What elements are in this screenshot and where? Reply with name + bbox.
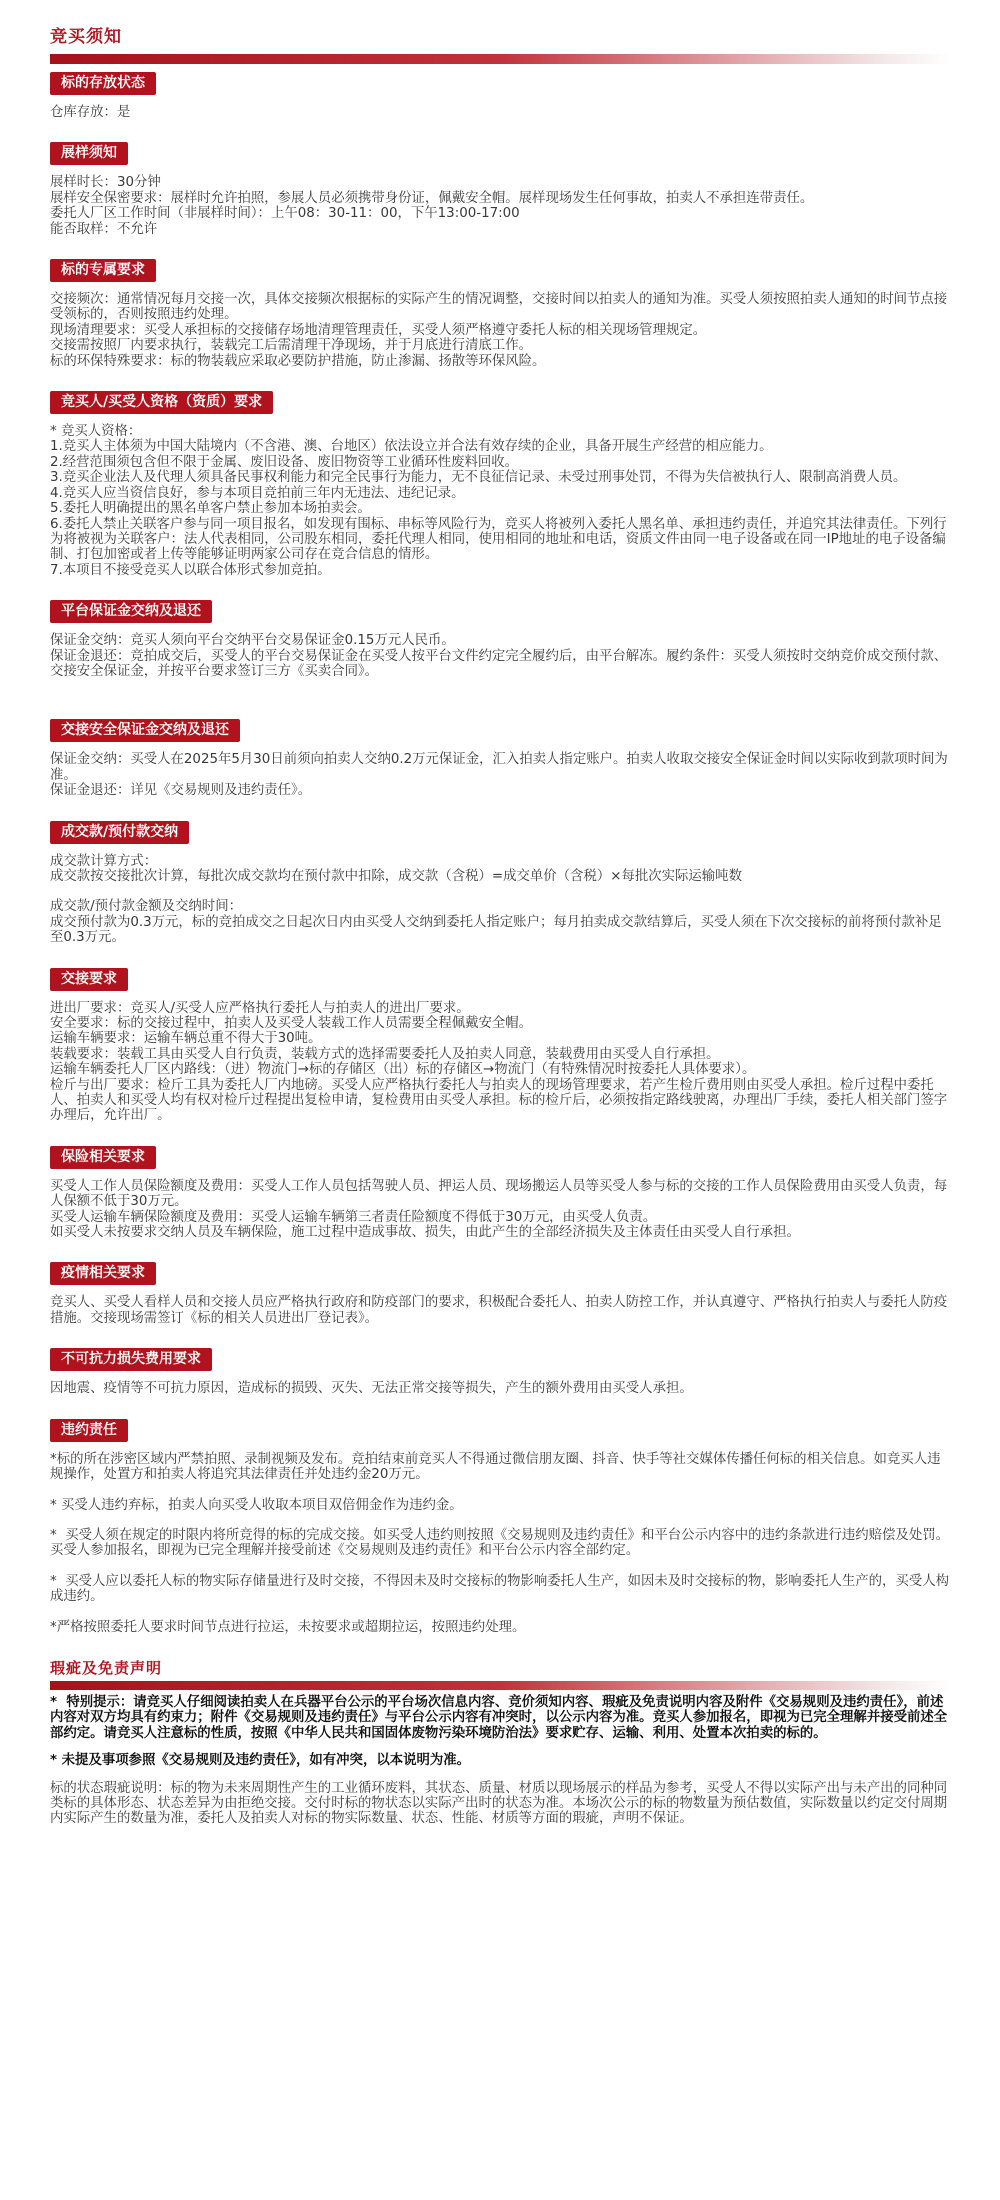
section-body [50,1295,950,1326]
paragraph: 进出厂要求：竞买人/买受人应严格执行委托人与拍卖人的进出厂要求。 [50,1000,470,1016]
paragraph: 买受人运输车辆保险额度及费用：买受人运输车辆第三者责任险额度不得低于30万元，由买受人负责。 [50,1209,657,1225]
section-heading: 标的专属要求 [50,259,156,282]
section-force-majeure [50,1348,950,1396]
paragraph: 成交款/预付款金额及交纳时间： [50,899,242,915]
section-payment [50,821,950,946]
paragraph: * 买受人违约弃标，拍卖人向买受人收取本项目双倍佣金作为违约金。 [50,1497,463,1513]
section-body [50,1001,950,1124]
section-heading: 标的存放状态 [50,72,156,95]
section-heading: 不可抗力损失费用要求 [50,1348,212,1371]
paragraph: 成交款按交接批次计算，每批次成交款均在预付款中扣除，成交款（含税）=成交单价（含税）×每批次实际运输吨数 [50,868,742,884]
paragraph: 运输车辆要求：运输车辆总重不得大于30吨。 [50,1031,322,1047]
paragraph: *严格按照委托人要求时间节点进行拉运，未按要求或超期拉运，按照违约处理。 [50,1619,526,1635]
paragraph: 成交款计算方式： [50,853,158,869]
paragraph: 5.委托人明确提出的黑名单客户禁止参加本场拍卖会。 [50,501,371,517]
paragraph: 安全要求：标的交接过程中，拍卖人及买受人装载工作人员需要全程佩戴安全帽。 [50,1016,533,1031]
section-body [50,292,950,369]
paragraph: 保证金交纳：竞买人须向平台交纳平台交易保证金0.15万元人民币。 [50,633,455,649]
section-body [50,1179,950,1241]
section-heading: 疫情相关要求 [50,1262,156,1285]
title-divider [50,54,950,64]
paragraph: 交接频次：通常情况每月交接一次，具体交接频次根据标的实际产生的情况调整，交接时间以拍卖人的通知为准。买受人须按照拍卖人通知的时间节点接受领标的，否则按照违约处理。 [50,292,948,323]
paragraph: 委托人厂区工作时间（非展样时间）：上午08：30-11：00，下午13:00-17:00 [50,206,520,222]
paragraph: *标的所在涉密区域内严禁拍照、录制视频及发布。竞拍结束前竞买人不得通过微信朋友圈、抖音、快手等社交媒体传播任何标的相关信息。如竞买人违规操作，处置方和拍卖人将追究其法律责任并处违约金20万元。 [50,1451,941,1483]
paragraph: 2.经营范围须包含但不限于金属、废旧设备、废旧物资等工业循环性废料回收。 [50,454,519,470]
section-body [50,1452,950,1635]
section-body [50,633,950,679]
section-body [50,105,950,120]
paragraph: 展样时长：30分钟 [50,175,161,191]
section-handover-requirements [50,968,950,1124]
paragraph: 运输车辆委托人厂区内路线：（进）物流门→标的存储区（出）标的存储区→物流门（有特殊情况时按委托人具体要求）。 [50,1062,756,1078]
disclaimer-header [50,1657,950,1687]
section-body [50,175,950,237]
section-body [50,752,950,798]
section-heading: 平台保证金交纳及退还 [50,600,212,623]
section-epidemic [50,1262,950,1326]
special-notice: * 特别提示：请竞买人仔细阅读拍卖人在兵器平台公示的平台场次信息内容、竞价须知内容、瑕疵及免责说明内容及附件《交易规则及违约责任》，前述内容对双方均具有约束力；附件《交易规则及违约责任》与平台公示内容有冲突时，以公示内容为准。竞买人参加报名，即视为已完全理解并接受前述全部约定。请竞买人注意标的性质，按照《中华人民共和国固体废物污染环境防治法》要求贮存、运输、利用、处置本次拍卖的标的。 [50,1694,948,1741]
paragraph: 保证金退还：详见《交易规则及违约责任》。 [50,783,312,799]
paragraph: * 买受人须在规定的时限内将所竞得的标的完成交接。如买受人违约则按照《交易规则及违约责任》和平台公示内容中的违约条款进行违约赔偿及处罚。买受人参加报名，即视为已完全理解并接受前述《交易规则及违约责任》和平台公示内容全部约定。 [50,1527,949,1559]
paragraph: 仓库存放：是 [50,105,131,120]
paragraph: 标的环保特殊要求：标的物装载应采取必要防护措施，防止渗漏、扬散等环保风险。 [50,353,546,369]
section-handover-deposit [50,719,950,798]
paragraph: 6.委托人禁止关联客户参与同一项目报名，如发现有围标、串标等风险行为，竞买人将被列入委托人黑名单、承担违约责任，并追究其法律责任。下列行为将被视为关联客户：法人代表相同，公司股东相同，委托代理人相同，使用相同的地址和电话，资质文件由同一电子设备或在同一IP地址的电子设备编制、打包加密或者上传等能够证明两家公司存在竞合信息的情形。 [50,516,947,563]
section-heading: 交接安全保证金交纳及退还 [50,719,240,742]
section-platform-deposit [50,600,950,679]
section-heading: 展样须知 [50,142,128,165]
paragraph: 7.本项目不接受竞买人以联合体形式参加竞拍。 [50,562,331,578]
paragraph: 竞买人、买受人看样人员和交接人员应严格执行政府和防疫部门的要求，积极配合委托人、拍卖人防控工作，并认真遵守、严格执行拍卖人与委托人防疫措施。交接现场需签订《标的相关人员进出厂登记表》。 [50,1295,948,1326]
section-body [50,1381,950,1396]
paragraph: 装载要求：装载工具由买受人自行负责，装载方式的选择需要委托人及拍卖人同意，装载费用由买受人自行承担。 [50,1046,720,1062]
section-heading: 保险相关要求 [50,1146,156,1169]
section-storage-status [50,72,950,120]
notice-header [50,22,950,58]
defect-statement: 标的状态瑕疵说明：标的物为未来周期性产生的工业循环废料，其状态、质量、材质以现场展示的样品为参考，买受人不得以实际产出与未产出的同种同类标的具体形态、状态差异为由拒绝交接。交付时标的物状态以实际产出时的状态为准。本场次公示的标的物数量为预估数值，实际数量以约定交付周期内实际产生的数量为准，委托人及拍卖人对标的物实际数量、状态、性能、材质等方面的瑕疵，声明不保证。 [50,1780,948,1827]
section-insurance [50,1146,950,1241]
section-heading: 交接要求 [50,968,128,991]
section-heading: 竞买人/买受人资格（资质）要求 [50,391,273,414]
paragraph: 检斤与出厂要求：检斤工具为委托人厂内地磅。买受人应严格执行委托人与拍卖人的现场管理要求，若产生检斤费用则由买受人承担。检斤过程中委托人、拍卖人和买受人均有权对检斤过程提出复检申请，复检费用由买受人承担。标的检斤后，必须按指定路线驶离，办理出厂手续，委托人相关部门签字办理后，允许出厂。 [50,1077,948,1124]
unmentioned-items-note: * 未提及事项参照《交易规则及违约责任》，如有冲突，以本说明为准。 [50,1753,471,1769]
disclaimer-title: 瑕疵及免责声明 [50,1658,163,1677]
section-breach-liability [50,1419,950,1635]
section-item-requirements [50,259,950,369]
paragraph: 1.竞买人主体须为中国大陆境内（不含港、澳、台地区）依法设立并合法有效存续的企业，具备开展生产经营的相应能力。 [50,439,773,455]
section-heading: 违约责任 [50,1419,128,1442]
paragraph: 成交预付款为0.3万元，标的竞拍成交之日起次日内由买受人交纳到委托人指定账户；每月拍卖成交款结算后，买受人须在下次交接标的前将预付款补足至0.3万元。 [50,914,942,946]
page-title: 竞买须知 [50,27,122,47]
paragraph: 3.竞买企业法人及代理人须具备民事权利能力和完全民事行为能力，无不良征信记录、未受过刑事处罚，不得为失信被执行人、限制高消费人员。 [50,470,907,486]
section-heading: 成交款/预付款交纳 [50,821,189,844]
paragraph: 能否取样：不允许 [50,221,158,237]
paragraph: * 买受人应以委托人标的物实际存储量进行及时交接，不得因未及时交接标的物影响委托人生产，如因未及时交接标的物，影响委托人生产的，买受人构成违约。 [50,1573,949,1605]
paragraph: 保证金交纳：买受人在2025年5月30日前须向拍卖人交纳0.2万元保证金，汇入拍卖人指定账户。拍卖人收取交接安全保证金时间以实际收到款项时间为准。 [50,752,948,783]
disclaimer-divider [50,1681,950,1690]
paragraph: 4.竞买人应当资信良好，参与本项目竞拍前三年内无违法、违纪记录。 [50,485,465,501]
paragraph: 保证金退还：竞拍成交后，买受人的平台交易保证金在买受人按平台文件约定完全履约后，由平台解冻。履约条件：买受人须按时交纳竞价成交预付款、交接安全保证金，并按平台要求签订三方《买卖合同》。 [50,648,948,679]
paragraph: 交接需按照厂内要求执行，装载完工后需清理干净现场，并于月底进行清底工作。 [50,338,533,354]
paragraph: 如买受人未按要求交纳人员及车辆保险，施工过程中造成事故、损失，由此产生的全部经济损失及主体责任由买受人自行承担。 [50,1225,800,1241]
paragraph: 因地震、疫情等不可抗力原因，造成标的损毁、灭失、无法正常交接等损失，产生的额外费用由买受人承担。 [50,1381,693,1397]
paragraph: 买受人工作人员保险额度及费用：买受人工作人员包括驾驶人员、押运人员、现场搬运人员等买受人参与标的交接的工作人员保险费用由买受人负责，每人保额不低于30万元。 [50,1178,948,1210]
section-bidder-qualification [50,391,950,578]
section-body [50,854,950,946]
section-sample-display [50,142,950,237]
paragraph: * 竞买人资格： [50,424,142,440]
section-body [50,424,950,578]
paragraph: 展样安全保密要求：展样时允许拍照，参展人员必须携带身份证，佩戴安全帽。展样现场发生任何事故，拍卖人不承担连带责任。 [50,190,814,206]
disclaimer-body [50,1695,950,1827]
paragraph: 现场清理要求：买受人承担标的交接储存场地清理管理责任，买受人须严格遵守委托人标的相关现场管理规定。 [50,322,707,338]
